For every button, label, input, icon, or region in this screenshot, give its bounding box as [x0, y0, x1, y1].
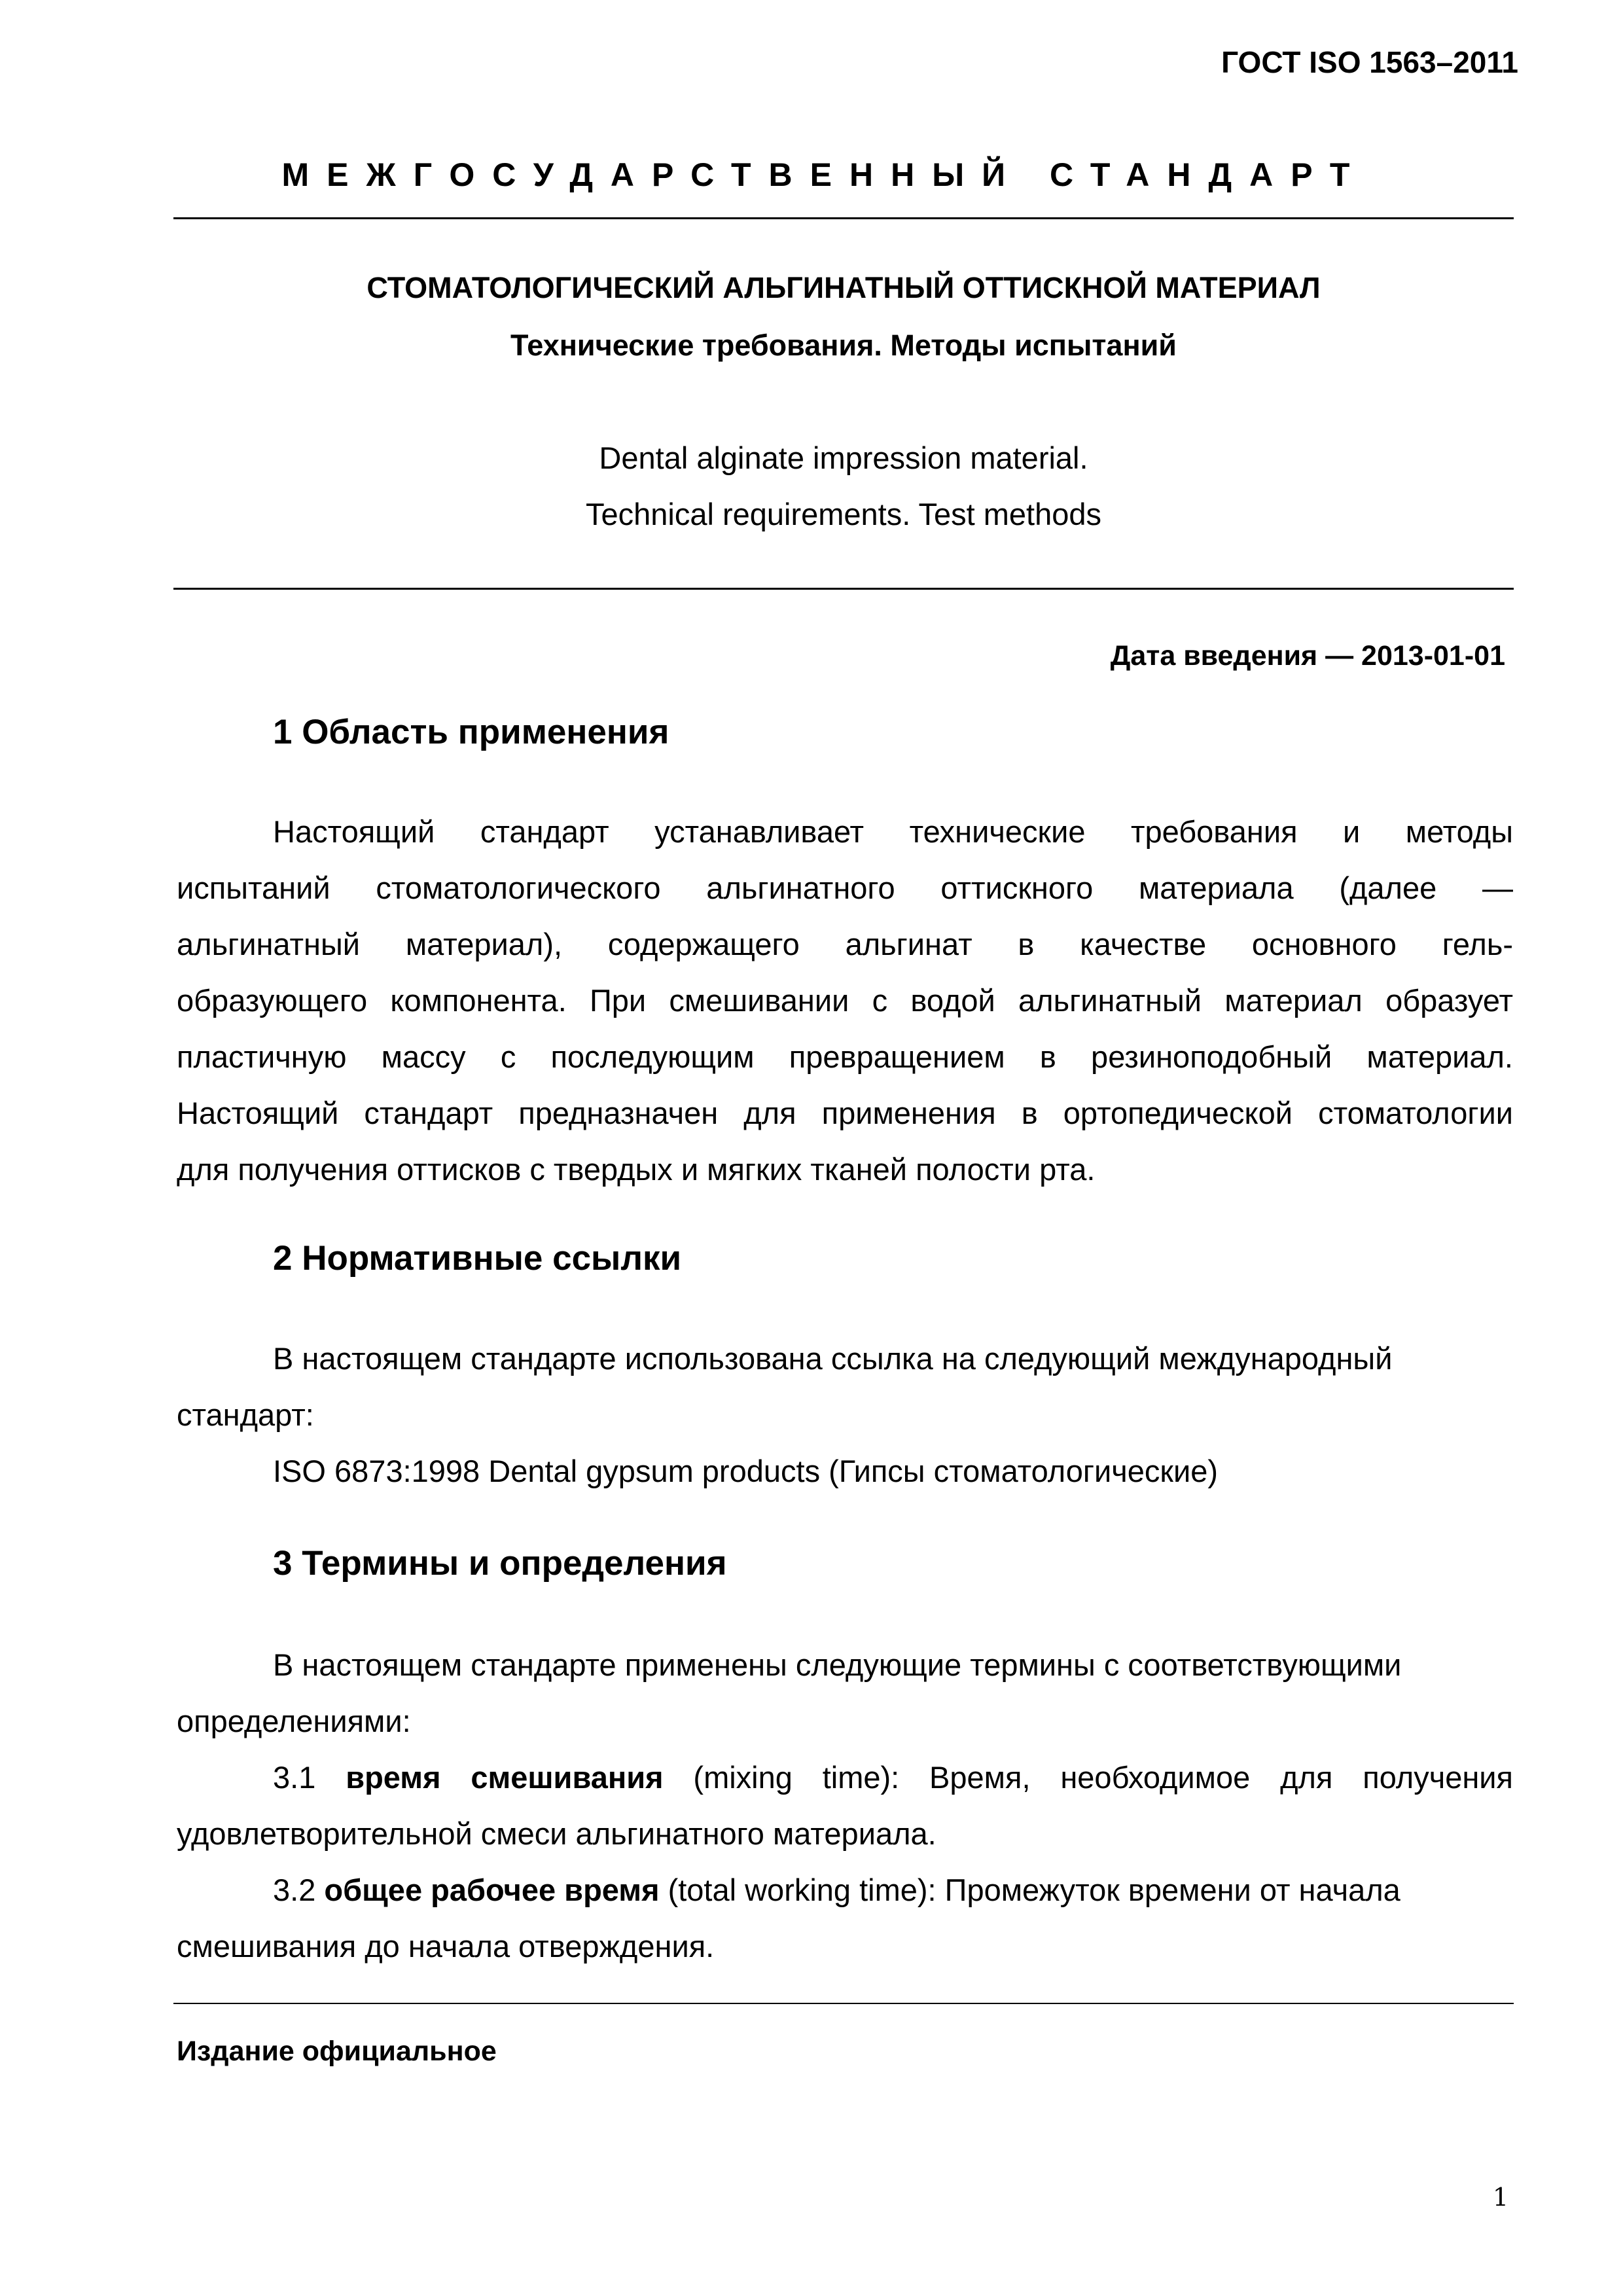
page-number: 1 — [1492, 2183, 1508, 2212]
term-number: 3.1 — [273, 1760, 316, 1795]
paragraph-line: удовлетворительной смеси альгинатного материала. — [177, 1816, 936, 1851]
header-divider — [173, 217, 1514, 219]
term-definition-3-2 — [177, 1862, 1513, 1918]
paragraph-line: стандарт: — [177, 1397, 314, 1432]
term-name: общее рабочее время — [324, 1873, 660, 1907]
paragraph-line: В настоящем стандарте применены следующие термины с соответствующими — [273, 1647, 1402, 1682]
section-3-paragraph — [177, 1637, 1513, 1975]
section-1-heading: 1 Область применения — [273, 713, 669, 751]
introduction-date: Дата введения — 2013-01-01 — [1110, 640, 1505, 672]
title-ru-main: СТОМАТОЛОГИЧЕСКИЙ АЛЬГИНАТНЫЙ ОТТИСКНОЙ МАТЕРИАЛ — [366, 271, 1321, 304]
paragraph-line: образующего компонента. При смешивании с водой альгинатный материал образует — [177, 983, 1513, 1018]
paragraph-line: альгинатный материал), содержащего альгинат в качестве основного гель- — [177, 927, 1513, 961]
paragraph-line: пластичную массу с последующим превращением в резиноподобный материал. — [177, 1039, 1513, 1074]
standard-type-banner: МЕЖГОСУДАРСТВЕННЫЙ СТАНДАРТ — [281, 156, 1368, 193]
term-description: (mixing time): Время, необходимое для получения — [693, 1760, 1514, 1795]
title-ru-sub: Технические требования. Методы испытаний — [510, 329, 1177, 362]
footer-divider — [173, 2003, 1514, 2004]
paragraph-line: В настоящем стандарте использована ссылка на следующий международный — [273, 1341, 1393, 1376]
section-2-paragraph — [177, 1331, 1513, 1499]
term-name: время смешивания — [346, 1760, 664, 1795]
title-divider — [173, 588, 1514, 590]
section-2-heading: 2 Нормативные ссылки — [273, 1239, 682, 1278]
normative-reference: ISO 6873:1998 Dental gypsum products (Гипсы стоматологические) — [273, 1454, 1219, 1488]
term-description: (total working time): Промежуток времени от начала — [668, 1873, 1400, 1907]
paragraph-line: для получения оттисков с твердых и мягких тканей полости рта. — [177, 1152, 1096, 1187]
term-definition-3-1 — [177, 1749, 1513, 1806]
term-number: 3.2 — [273, 1873, 316, 1907]
section-3-heading: 3 Термины и определения — [273, 1544, 727, 1583]
paragraph-line: смешивания до начала отверждения. — [177, 1929, 715, 1964]
title-en-sub: Technical requirements. Test methods — [585, 497, 1102, 531]
paragraph-line: Настоящий стандарт устанавливает технические требования и методы — [273, 814, 1513, 849]
paragraph-line: Настоящий стандарт предназначен для применения в ортопедической стоматологии — [177, 1096, 1513, 1130]
paragraph-line: определениями: — [177, 1704, 411, 1738]
document-code: ГОСТ ISO 1563–2011 — [1221, 45, 1518, 79]
paragraph-line: испытаний стоматологического альгинатного оттискного материала (далее — — [177, 870, 1513, 905]
title-en-main: Dental alginate impression material. — [599, 440, 1088, 475]
section-1-paragraph — [177, 804, 1513, 1198]
official-edition-label: Издание официальное — [177, 2036, 497, 2067]
